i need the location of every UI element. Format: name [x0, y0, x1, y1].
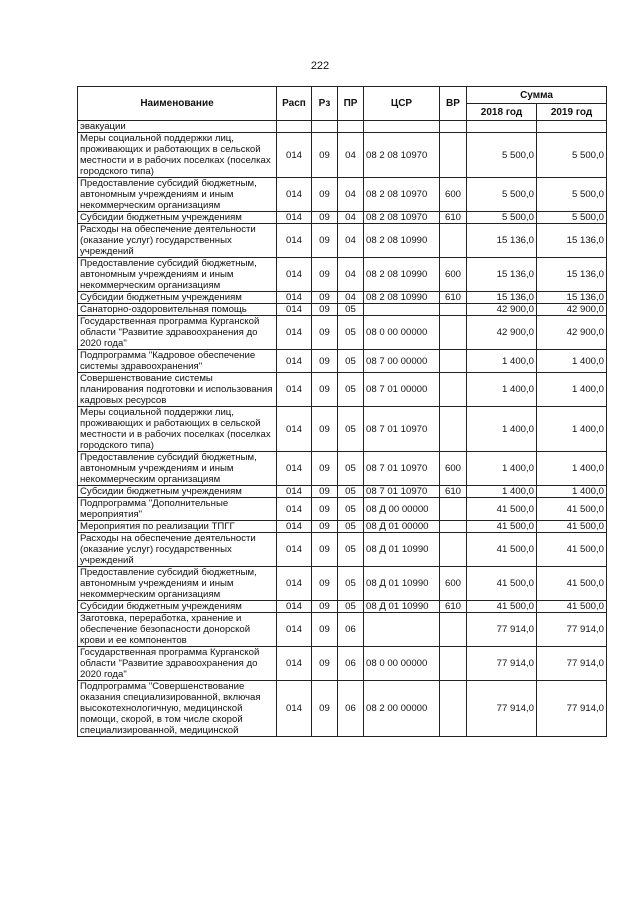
cell-csr: 08 2 08 10990	[364, 224, 440, 258]
cell-2019: 5 500,0	[537, 133, 607, 178]
cell-csr: 08 Д 00 00000	[364, 498, 440, 521]
table-row	[78, 121, 607, 133]
cell-name: Государственная программа Курганской области "Развитие здравоохранения до 2020 года"	[78, 647, 277, 681]
cell-pr: 05	[338, 316, 364, 350]
cell-rz: 09	[312, 521, 338, 533]
cell-rz: 09	[312, 613, 338, 647]
cell-2018: 1 400,0	[467, 350, 537, 373]
cell-pr: 06	[338, 681, 364, 737]
header-2018: 2018 год	[467, 104, 537, 121]
cell-rz: 09	[312, 486, 338, 498]
header-rz: Рз	[312, 87, 338, 121]
cell-pr: 06	[338, 647, 364, 681]
cell-2019	[537, 121, 607, 133]
cell-vr	[440, 121, 467, 133]
cell-name: Расходы на обеспечение деятельности (оказание услуг) государственных учреждений	[78, 533, 277, 567]
header-2019: 2019 год	[537, 104, 607, 121]
table-row	[78, 292, 607, 304]
table-row	[78, 452, 607, 486]
cell-2018: 77 914,0	[467, 681, 537, 737]
cell-pr: 05	[338, 567, 364, 601]
cell-rz: 09	[312, 258, 338, 292]
cell-2018: 42 900,0	[467, 316, 537, 350]
cell-pr: 05	[338, 601, 364, 613]
cell-rz: 09	[312, 567, 338, 601]
cell-name: Субсидии бюджетным учреждениям	[78, 601, 277, 613]
cell-rz: 09	[312, 647, 338, 681]
cell-2018: 41 500,0	[467, 533, 537, 567]
cell-pr: 04	[338, 224, 364, 258]
cell-name: Субсидии бюджетным учреждениям	[78, 486, 277, 498]
cell-2018	[467, 121, 537, 133]
cell-rasp: 014	[277, 316, 312, 350]
cell-rasp: 014	[277, 486, 312, 498]
cell-csr: 08 0 00 00000	[364, 647, 440, 681]
cell-pr: 05	[338, 498, 364, 521]
cell-name: Мероприятия по реализации ТПГГ	[78, 521, 277, 533]
cell-rz: 09	[312, 681, 338, 737]
cell-rz: 09	[312, 350, 338, 373]
cell-rz: 09	[312, 212, 338, 224]
table-row	[78, 533, 607, 567]
cell-csr	[364, 613, 440, 647]
table-row	[78, 316, 607, 350]
cell-vr: 600	[440, 258, 467, 292]
cell-rasp: 014	[277, 407, 312, 452]
cell-vr	[440, 498, 467, 521]
cell-2019: 1 400,0	[537, 350, 607, 373]
table-row	[78, 567, 607, 601]
table-row	[78, 178, 607, 212]
header-pr: ПР	[338, 87, 364, 121]
cell-2019: 41 500,0	[537, 498, 607, 521]
cell-rasp: 014	[277, 521, 312, 533]
cell-vr: 600	[440, 452, 467, 486]
cell-vr	[440, 350, 467, 373]
cell-csr: 08 7 01 00000	[364, 373, 440, 407]
cell-csr: 08 7 01 10970	[364, 407, 440, 452]
cell-pr: 05	[338, 407, 364, 452]
cell-rz: 09	[312, 224, 338, 258]
cell-2018: 1 400,0	[467, 452, 537, 486]
cell-2018: 1 400,0	[467, 486, 537, 498]
cell-csr: 08 2 08 10970	[364, 212, 440, 224]
cell-2019: 5 500,0	[537, 178, 607, 212]
cell-rasp: 014	[277, 681, 312, 737]
cell-2019: 15 136,0	[537, 224, 607, 258]
cell-rz: 09	[312, 452, 338, 486]
budget-table	[77, 86, 607, 737]
cell-vr	[440, 533, 467, 567]
cell-2019: 41 500,0	[537, 601, 607, 613]
cell-csr: 08 Д 01 00000	[364, 521, 440, 533]
cell-vr	[440, 613, 467, 647]
cell-rasp: 014	[277, 133, 312, 178]
table-row	[78, 498, 607, 521]
cell-pr: 05	[338, 373, 364, 407]
cell-csr: 08 Д 01 10990	[364, 601, 440, 613]
cell-vr	[440, 681, 467, 737]
cell-pr: 04	[338, 178, 364, 212]
cell-pr: 05	[338, 452, 364, 486]
cell-2018: 41 500,0	[467, 498, 537, 521]
table-row	[78, 601, 607, 613]
table-row	[78, 647, 607, 681]
cell-rz: 09	[312, 601, 338, 613]
cell-csr: 08 2 08 10990	[364, 292, 440, 304]
cell-rz: 09	[312, 316, 338, 350]
cell-csr	[364, 304, 440, 316]
cell-vr	[440, 133, 467, 178]
cell-name: Субсидии бюджетным учреждениям	[78, 292, 277, 304]
cell-csr: 08 2 08 10990	[364, 258, 440, 292]
cell-name: Предоставление субсидий бюджетным, автономным учреждениям и иным некоммерческим организациям	[78, 567, 277, 601]
cell-csr: 08 0 00 00000	[364, 316, 440, 350]
table-row	[78, 258, 607, 292]
cell-pr: 05	[338, 486, 364, 498]
cell-csr: 08 2 00 00000	[364, 681, 440, 737]
cell-csr: 08 7 00 00000	[364, 350, 440, 373]
cell-rasp: 014	[277, 498, 312, 521]
cell-csr: 08 Д 01 10990	[364, 533, 440, 567]
cell-name: Подпрограмма "Дополнительные мероприятия"	[78, 498, 277, 521]
cell-2019: 42 900,0	[537, 304, 607, 316]
cell-name: эвакуации	[78, 121, 277, 133]
table-row	[78, 212, 607, 224]
cell-csr: 08 7 01 10970	[364, 452, 440, 486]
cell-2019: 41 500,0	[537, 533, 607, 567]
cell-vr	[440, 224, 467, 258]
cell-pr: 04	[338, 258, 364, 292]
cell-rz: 09	[312, 133, 338, 178]
cell-rz: 09	[312, 292, 338, 304]
cell-2018: 5 500,0	[467, 212, 537, 224]
cell-pr: 06	[338, 613, 364, 647]
cell-rasp: 014	[277, 601, 312, 613]
table-row	[78, 304, 607, 316]
cell-2019: 77 914,0	[537, 613, 607, 647]
cell-2018: 77 914,0	[467, 647, 537, 681]
table-row	[78, 681, 607, 737]
cell-pr: 05	[338, 521, 364, 533]
cell-2018: 15 136,0	[467, 258, 537, 292]
cell-name: Субсидии бюджетным учреждениям	[78, 212, 277, 224]
cell-vr: 600	[440, 567, 467, 601]
cell-2018: 41 500,0	[467, 567, 537, 601]
cell-csr: 08 2 08 10970	[364, 178, 440, 212]
cell-2019: 42 900,0	[537, 316, 607, 350]
cell-rasp: 014	[277, 304, 312, 316]
cell-vr: 600	[440, 178, 467, 212]
cell-vr	[440, 407, 467, 452]
table-row	[78, 224, 607, 258]
cell-2018: 1 400,0	[467, 407, 537, 452]
cell-2019: 5 500,0	[537, 212, 607, 224]
cell-name: Заготовка, переработка, хранение и обеспечение безопасности донорской крови и ее компонентов	[78, 613, 277, 647]
cell-2018: 1 400,0	[467, 373, 537, 407]
cell-2019: 1 400,0	[537, 373, 607, 407]
cell-rz: 09	[312, 498, 338, 521]
cell-2018: 5 500,0	[467, 178, 537, 212]
cell-name: Предоставление субсидий бюджетным, автономным учреждениям и иным некоммерческим организациям	[78, 258, 277, 292]
cell-rasp: 014	[277, 567, 312, 601]
cell-csr: 08 2 08 10970	[364, 133, 440, 178]
cell-name: Меры социальной поддержки лиц, проживающих и работающих в сельской местности и в рабочих поселках (поселках городского типа)	[78, 407, 277, 452]
cell-rasp: 014	[277, 373, 312, 407]
cell-2019: 1 400,0	[537, 486, 607, 498]
cell-rz: 09	[312, 178, 338, 212]
cell-rasp	[277, 121, 312, 133]
cell-2018: 41 500,0	[467, 601, 537, 613]
cell-pr: 04	[338, 133, 364, 178]
cell-rasp: 014	[277, 452, 312, 486]
cell-2019: 1 400,0	[537, 407, 607, 452]
cell-pr	[338, 121, 364, 133]
cell-pr: 04	[338, 292, 364, 304]
table-row	[78, 350, 607, 373]
table-header	[78, 87, 607, 121]
cell-2018: 77 914,0	[467, 613, 537, 647]
cell-2018: 15 136,0	[467, 292, 537, 304]
table-row	[78, 133, 607, 178]
cell-name: Государственная программа Курганской области "Развитие здравоохранения до 2020 года"	[78, 316, 277, 350]
cell-vr	[440, 647, 467, 681]
cell-2019: 41 500,0	[537, 521, 607, 533]
cell-2019: 15 136,0	[537, 258, 607, 292]
cell-vr	[440, 316, 467, 350]
page-number: 222	[310, 60, 330, 72]
cell-rasp: 014	[277, 258, 312, 292]
cell-2019: 15 136,0	[537, 292, 607, 304]
table-row	[78, 613, 607, 647]
cell-rasp: 014	[277, 647, 312, 681]
cell-rasp: 014	[277, 178, 312, 212]
table-row	[78, 486, 607, 498]
cell-2019: 77 914,0	[537, 681, 607, 737]
cell-vr	[440, 521, 467, 533]
cell-vr: 610	[440, 292, 467, 304]
table-row	[78, 521, 607, 533]
cell-2018: 15 136,0	[467, 224, 537, 258]
cell-name: Расходы на обеспечение деятельности (оказание услуг) государственных учреждений	[78, 224, 277, 258]
cell-pr: 05	[338, 533, 364, 567]
cell-pr: 04	[338, 212, 364, 224]
cell-csr: 08 Д 01 10990	[364, 567, 440, 601]
cell-csr: 08 7 01 10970	[364, 486, 440, 498]
cell-rz: 09	[312, 533, 338, 567]
cell-rasp: 014	[277, 350, 312, 373]
table-body	[78, 121, 607, 737]
header-vr: ВР	[440, 87, 467, 121]
cell-2018: 41 500,0	[467, 521, 537, 533]
cell-2018: 5 500,0	[467, 133, 537, 178]
header-name: Наименование	[78, 87, 277, 121]
cell-rz	[312, 121, 338, 133]
cell-vr	[440, 373, 467, 407]
table-row	[78, 373, 607, 407]
cell-vr: 610	[440, 212, 467, 224]
cell-rz: 09	[312, 407, 338, 452]
cell-name: Меры социальной поддержки лиц, проживающих и работающих в сельской местности и в рабочих поселках (поселках городского типа)	[78, 133, 277, 178]
cell-name: Подпрограмма "Совершенствование оказания специализированной, включая высокотехнологичную, медицинской помощи, скорой, в том числе скорой специализированной, медицинской	[78, 681, 277, 737]
cell-2018: 42 900,0	[467, 304, 537, 316]
cell-name: Санаторно-оздоровительная помощь	[78, 304, 277, 316]
cell-rasp: 014	[277, 292, 312, 304]
cell-name: Подпрограмма "Кадровое обеспечение системы здравоохранения"	[78, 350, 277, 373]
cell-rz: 09	[312, 373, 338, 407]
cell-rasp: 014	[277, 212, 312, 224]
cell-rz: 09	[312, 304, 338, 316]
cell-pr: 05	[338, 304, 364, 316]
cell-rasp: 014	[277, 613, 312, 647]
cell-name: Предоставление субсидий бюджетным, автономным учреждениям и иным некоммерческим организациям	[78, 452, 277, 486]
cell-2019: 41 500,0	[537, 567, 607, 601]
cell-name: Совершенствование системы планирования подготовки и использования кадровых ресурсов	[78, 373, 277, 407]
cell-2019: 77 914,0	[537, 647, 607, 681]
header-rasp: Расп	[277, 87, 312, 121]
cell-csr	[364, 121, 440, 133]
header-csr: ЦСР	[364, 87, 440, 121]
cell-pr: 05	[338, 350, 364, 373]
cell-vr: 610	[440, 486, 467, 498]
cell-vr: 610	[440, 601, 467, 613]
header-sum: Сумма	[467, 87, 607, 104]
cell-name: Предоставление субсидий бюджетным, автономным учреждениям и иным некоммерческим организациям	[78, 178, 277, 212]
cell-vr	[440, 304, 467, 316]
cell-2019: 1 400,0	[537, 452, 607, 486]
table-row	[78, 407, 607, 452]
cell-rasp: 014	[277, 533, 312, 567]
cell-rasp: 014	[277, 224, 312, 258]
